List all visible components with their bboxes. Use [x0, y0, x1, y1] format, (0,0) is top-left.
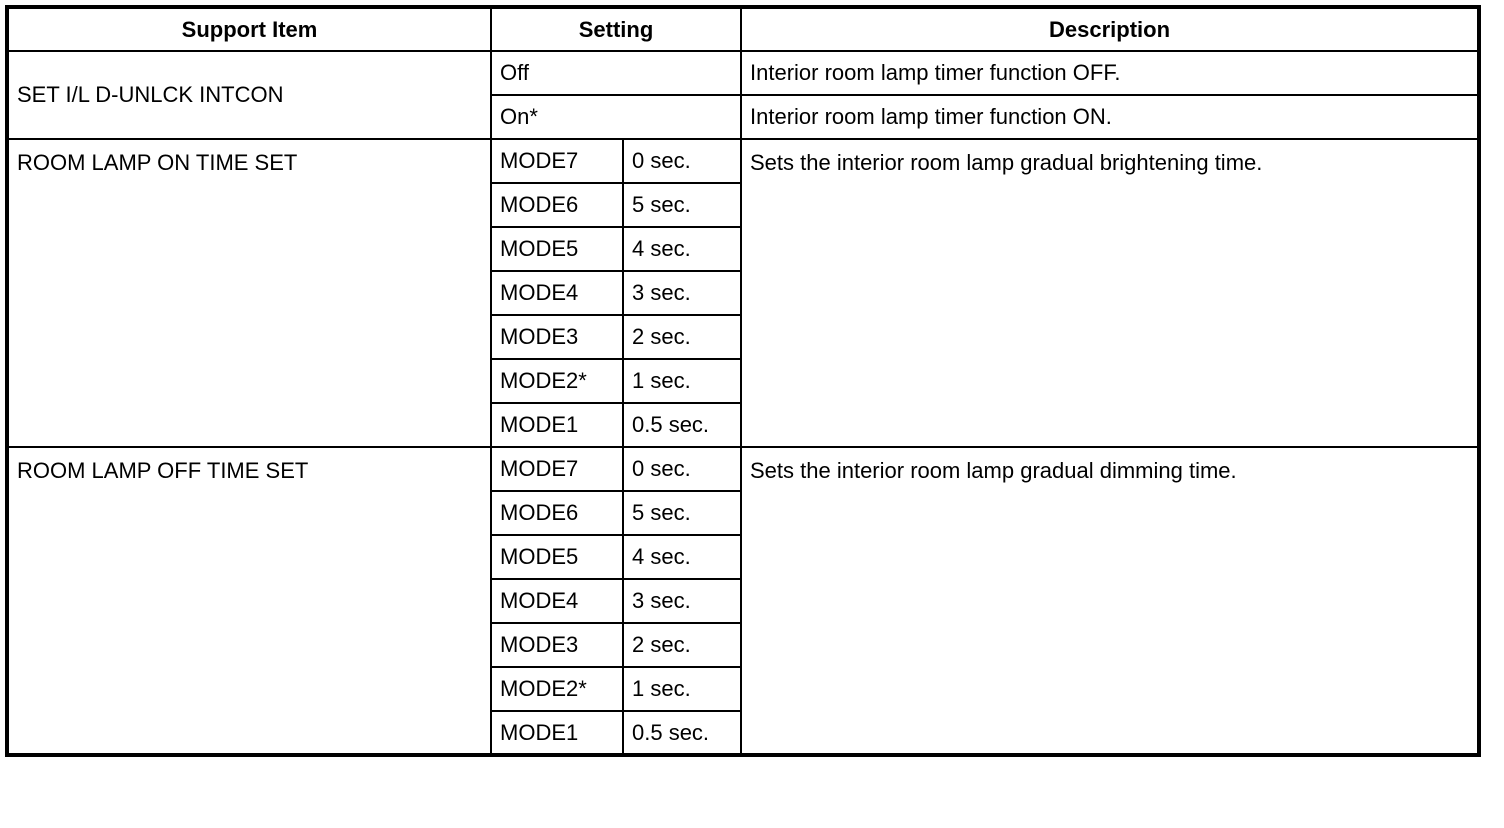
time-cell: 2 sec. — [623, 315, 741, 359]
time-cell: 4 sec. — [623, 535, 741, 579]
mode-cell: MODE6 — [491, 491, 623, 535]
table-row — [7, 139, 1479, 183]
table-row — [7, 447, 1479, 491]
mode-cell: MODE7 — [491, 139, 623, 183]
mode-cell: MODE2* — [491, 359, 623, 403]
mode-cell: MODE6 — [491, 183, 623, 227]
mode-cell: MODE5 — [491, 227, 623, 271]
time-cell: 0 sec. — [623, 447, 741, 491]
table-row — [7, 51, 1479, 95]
header-support-item: Support Item — [7, 7, 491, 51]
setting-cell: Off — [491, 51, 741, 95]
time-cell: 4 sec. — [623, 227, 741, 271]
time-cell: 5 sec. — [623, 491, 741, 535]
mode-cell: MODE5 — [491, 535, 623, 579]
header-setting: Setting — [491, 7, 741, 51]
support-item-cell: ROOM LAMP ON TIME SET — [7, 139, 491, 447]
mode-cell: MODE1 — [491, 403, 623, 447]
description-cell: Sets the interior room lamp gradual dimming time. — [741, 447, 1479, 755]
description-cell: Sets the interior room lamp gradual brightening time. — [741, 139, 1479, 447]
support-item-cell: SET I/L D-UNLCK INTCON — [7, 51, 491, 139]
mode-cell: MODE2* — [491, 667, 623, 711]
description-cell: Interior room lamp timer function ON. — [741, 95, 1479, 139]
settings-table-container — [5, 5, 1477, 757]
description-cell: Interior room lamp timer function OFF. — [741, 51, 1479, 95]
time-cell: 1 sec. — [623, 359, 741, 403]
mode-cell: MODE4 — [491, 579, 623, 623]
time-cell: 0.5 sec. — [623, 711, 741, 755]
time-cell: 0.5 sec. — [623, 403, 741, 447]
time-cell: 3 sec. — [623, 579, 741, 623]
header-row — [7, 7, 1479, 51]
mode-cell: MODE3 — [491, 315, 623, 359]
mode-cell: MODE7 — [491, 447, 623, 491]
time-cell: 3 sec. — [623, 271, 741, 315]
mode-cell: MODE4 — [491, 271, 623, 315]
header-description: Description — [741, 7, 1479, 51]
setting-cell: On* — [491, 95, 741, 139]
support-item-cell: ROOM LAMP OFF TIME SET — [7, 447, 491, 755]
time-cell: 5 sec. — [623, 183, 741, 227]
mode-cell: MODE1 — [491, 711, 623, 755]
time-cell: 1 sec. — [623, 667, 741, 711]
time-cell: 2 sec. — [623, 623, 741, 667]
settings-table — [5, 5, 1481, 757]
time-cell: 0 sec. — [623, 139, 741, 183]
mode-cell: MODE3 — [491, 623, 623, 667]
